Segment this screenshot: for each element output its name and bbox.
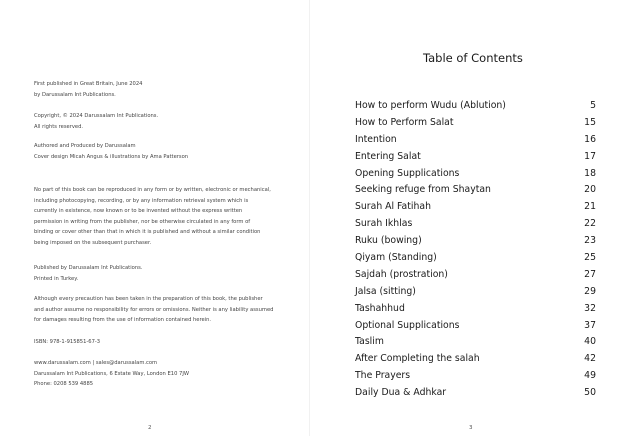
- toc-entry-page: 25: [584, 252, 596, 264]
- toc-entry-page: 50: [584, 387, 596, 399]
- isbn: [34, 337, 279, 348]
- toc-entry-page: 29: [584, 285, 596, 297]
- contact-block: [34, 358, 279, 390]
- publisher-block: [34, 263, 279, 284]
- toc-entry-label: Taslim: [355, 336, 384, 348]
- right-page: [310, 0, 619, 436]
- toc-entry: [355, 133, 596, 150]
- toc-entry-page: 5: [590, 100, 596, 111]
- toc-entry: [355, 116, 596, 133]
- toc-entry-label: Ruku (bowing): [355, 235, 422, 247]
- toc-entry: [355, 234, 596, 251]
- text-line: Published by Darussalam Int Publications.: [34, 265, 143, 271]
- toc-entry: [355, 268, 596, 285]
- text-line: and author assume no responsibility for errors or omissions. Neither is any liability assumed: [34, 306, 274, 313]
- toc-entry-label: Opening Supplications: [355, 167, 460, 179]
- text-line: Authored and Produced by Darussalam: [34, 143, 136, 149]
- toc-entry: [355, 200, 596, 217]
- toc-entry-page: 32: [584, 302, 596, 314]
- disclaimer-block: [34, 294, 279, 326]
- text-line: No part of this book can be reproduced in any form or by written, electronic or mechanical,: [34, 187, 271, 193]
- toc-entry: [355, 217, 596, 234]
- toc-entry-page: 18: [584, 167, 596, 179]
- text-line: www.darussalam.com | sales@darussalam.com: [34, 360, 158, 366]
- first-published-block: [34, 79, 279, 100]
- toc-entry-label: After Completing the salah: [355, 353, 480, 365]
- text-line: Cover design Micah Angus & illustrations by Ama Patterson: [34, 153, 189, 160]
- toc-entry-page: 40: [584, 336, 596, 348]
- page-number-left: 2: [148, 425, 152, 431]
- toc-entry: [355, 99, 596, 116]
- text-line: currently in existence, now known or to be invented without the express written: [34, 208, 243, 215]
- toc-entry-page: 15: [584, 116, 596, 128]
- toc-entry-label: Surah Ikhlas: [355, 218, 413, 230]
- toc-entry-page: 16: [584, 133, 596, 145]
- toc-entry-label: Seeking refuge from Shaytan: [355, 184, 491, 196]
- toc-entry-label: Sajdah (prostration): [355, 268, 448, 280]
- copyright-block: [34, 111, 279, 132]
- text-line: binding or cover other than that in which it is published and without a similar condition: [34, 229, 261, 236]
- toc-entry-label: Entering Salat: [355, 150, 421, 162]
- text-line: All rights reserved.: [34, 123, 84, 130]
- toc-entry: [355, 167, 596, 184]
- toc-entry: [355, 251, 596, 268]
- toc-entry-label: How to Perform Salat: [355, 116, 454, 128]
- toc-entry-label: How to perform Wudu (Ablution): [355, 100, 506, 111]
- toc-entry-label: Surah Al Fatihah: [355, 201, 431, 213]
- toc-entry: [355, 352, 596, 369]
- toc-entry-label: Qiyam (Standing): [355, 252, 437, 264]
- toc-entry-page: 21: [584, 201, 596, 213]
- text-line: Printed in Turkey.: [34, 275, 79, 282]
- toc-entry-page: 27: [584, 268, 596, 280]
- toc-entry-label: Jalsa (sitting): [355, 285, 416, 297]
- text-line: for damages resulting from the use of information contained herein.: [34, 317, 212, 324]
- toc-entry-page: 23: [584, 235, 596, 247]
- text-line: permission in writing from the publisher, nor be otherwise circulated in any form of: [34, 218, 251, 225]
- toc-entry: [355, 183, 596, 200]
- credits-block: [34, 141, 279, 162]
- toc-entry-label: Daily Dua & Adhkar: [355, 387, 447, 399]
- text-line: Copyright, © 2024 Darussalam Int Publications.: [34, 113, 159, 119]
- text-line: First published in Great Britain, June 2024: [34, 81, 143, 87]
- text-line: Darussalam Int Publications, 6 Estate Way, London E10 7JW: [34, 370, 189, 377]
- toc-entry: [355, 319, 596, 336]
- toc-entry-page: 42: [584, 353, 596, 365]
- toc-entry: [355, 369, 596, 386]
- toc-entry: [355, 335, 596, 352]
- text-line: Although every precaution has been taken in the preparation of this book, the publisher: [34, 296, 263, 302]
- text-line: including photocopying, recording, or by any information retrieval system which is: [34, 197, 249, 204]
- rights-notice-block: [34, 185, 279, 249]
- toc-entry-label: Intention: [355, 133, 397, 145]
- left-page: [0, 0, 309, 436]
- toc-entry: [355, 302, 596, 319]
- page-number-right: 3: [469, 425, 473, 431]
- text-line: being imposed on the subsequent purchaser.: [34, 239, 152, 246]
- toc-entry-page: 22: [584, 218, 596, 230]
- text-line: by Darussalam Int Publications.: [34, 91, 116, 98]
- toc-entry-page: 17: [584, 150, 596, 162]
- toc-list: [355, 99, 596, 403]
- isbn-text: ISBN: 978-1-915851-67-3: [34, 339, 101, 345]
- toc-entry-page: 37: [584, 319, 596, 331]
- toc-entry: [355, 386, 596, 403]
- toc-entry: [355, 285, 596, 302]
- toc-entry-label: The Prayers: [355, 370, 411, 382]
- toc-entry-label: Tashahhud: [355, 302, 405, 314]
- toc-entry-page: 49: [584, 370, 596, 382]
- toc-title: Table of Contents: [423, 51, 523, 65]
- text-line: Phone: 0208 539 4885: [34, 381, 94, 388]
- toc-entry-page: 20: [584, 184, 596, 196]
- toc-entry: [355, 150, 596, 167]
- toc-entry-label: Optional Supplications: [355, 319, 460, 331]
